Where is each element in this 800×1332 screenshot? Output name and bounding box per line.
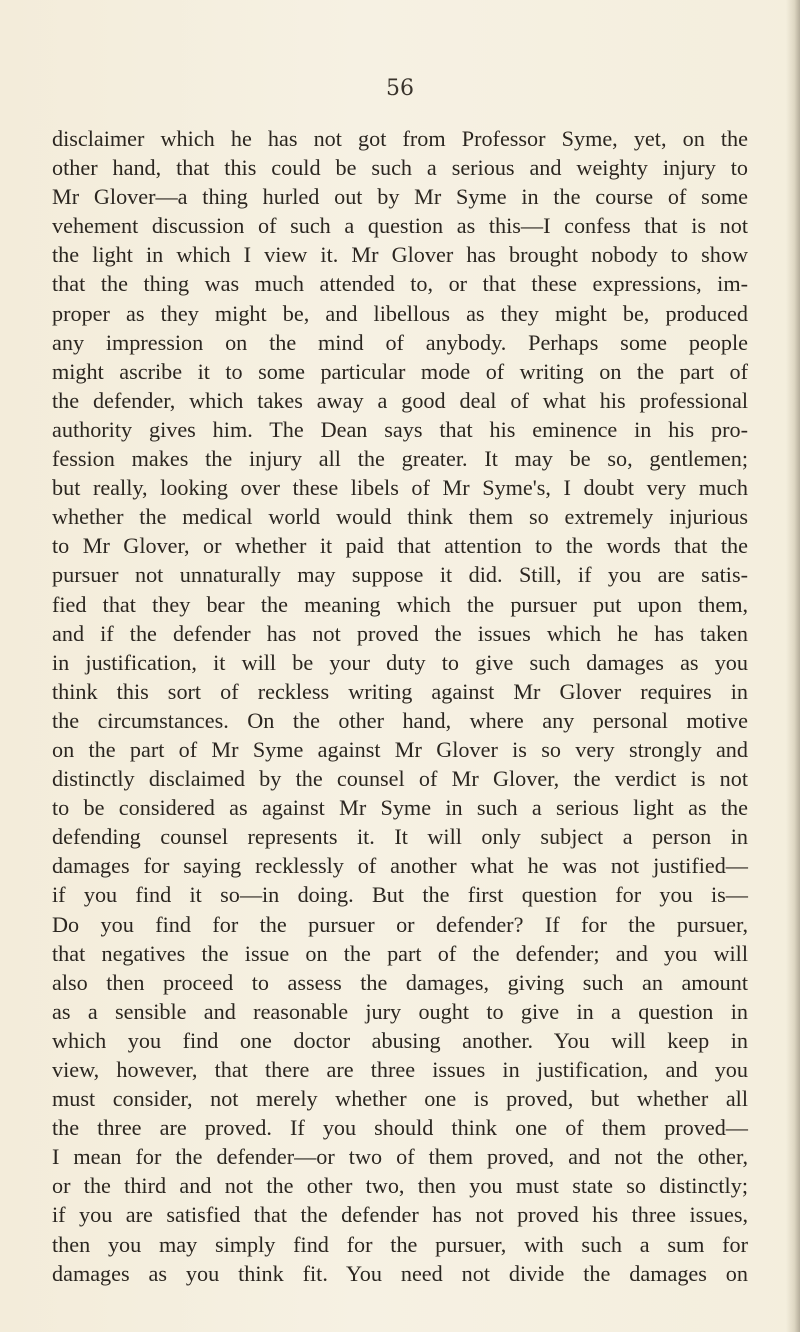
text-line: that negatives the issue on the part of the defender; and you will xyxy=(52,940,748,966)
text-line: also then proceed to assess the damages, giving such an amount xyxy=(52,969,748,995)
text-line: vehement discussion of such a question as this—I confess that is not xyxy=(52,213,748,239)
text-line: to be considered as against Mr Syme in such a serious light as the xyxy=(52,795,748,821)
text-line: proper as they might be, and libellous as they might be, produced xyxy=(52,300,748,326)
text-line: the light in which I view it. Mr Glover has brought nobody to show xyxy=(52,242,748,268)
text-line: view, however, that there are three issues in justification, and you xyxy=(52,1057,748,1082)
text-line: fied that they bear the meaning which the pursuer put upon them, xyxy=(52,591,748,617)
text-line: must consider, not merely whether one is proved, but whether all xyxy=(52,1086,748,1112)
text-line: think this sort of reckless writing against Mr Glover requires in xyxy=(52,678,748,704)
text-line: that the thing was much attended to, or that these expressions, im- xyxy=(52,271,748,297)
text-line: defending counsel represents it. It will only subject a person in xyxy=(52,824,748,850)
text-line: damages for saying recklessly of another what he was not justified— xyxy=(52,853,748,879)
text-line: distinctly disclaimed by the counsel of Mr Glover, the verdict is not xyxy=(52,766,748,792)
text-line: Do you find for the pursuer or defender? If for the pursuer, xyxy=(52,911,748,937)
text-line: if you are satisfied that the defender has not proved his three issues, xyxy=(52,1202,748,1228)
text-line: which you find one doctor abusing another. You will keep in xyxy=(52,1027,748,1053)
text-line: the defender, which takes away a good deal of what his professional xyxy=(52,387,748,413)
text-line: but really, looking over these libels of Mr Syme's, I doubt very much xyxy=(52,475,748,501)
text-line: any impression on the mind of anybody. Perhaps some people xyxy=(52,329,748,355)
text-line: damages as you think fit. You need not divide the damages on xyxy=(52,1260,748,1286)
text-line: pursuer not unnaturally may suppose it did. Still, if you are satis- xyxy=(52,562,748,588)
text-line: then you may simply find for the pursuer, with such a sum for xyxy=(52,1231,748,1257)
text-line: whether the medical world would think them so extremely injurious xyxy=(52,504,748,530)
text-line: authority gives him. The Dean says that his eminence in his pro- xyxy=(52,416,748,442)
text-line: the circumstances. On the other hand, where any personal motive xyxy=(52,707,748,733)
body-text xyxy=(52,124,748,1288)
text-line: in justification, it will be your duty to give such damages as you xyxy=(52,649,748,675)
text-line: other hand, that this could be such a serious and weighty injury to xyxy=(52,155,748,181)
text-line: if you find it so—in doing. But the first question for you is— xyxy=(52,882,748,908)
text-line: Mr Glover—a thing hurled out by Mr Syme in the course of some xyxy=(52,184,748,210)
text-line: disclaimer which he has not got from Professor Syme, yet, on the xyxy=(52,126,748,151)
text-line: might ascribe it to some particular mode of writing on the part of xyxy=(52,358,748,384)
page-number: 56 xyxy=(386,76,414,101)
text-line: on the part of Mr Syme against Mr Glover is so very strongly and xyxy=(52,736,748,762)
text-line: the three are proved. If you should think one of them proved— xyxy=(52,1115,748,1141)
text-line: or the third and not the other two, then you must state so distinctly; xyxy=(52,1173,748,1199)
text-line: and if the defender has not proved the issues which he has taken xyxy=(52,620,748,646)
text-line: fession makes the injury all the greater. It may be so, gentlemen; xyxy=(52,446,748,472)
text-line: as a sensible and reasonable jury ought to give in a question in xyxy=(52,998,748,1024)
page-edge-shadow xyxy=(786,0,800,1332)
text-line: to Mr Glover, or whether it paid that attention to the words that the xyxy=(52,533,748,559)
text-line: I mean for the defender—or two of them proved, and not the other, xyxy=(52,1144,748,1170)
